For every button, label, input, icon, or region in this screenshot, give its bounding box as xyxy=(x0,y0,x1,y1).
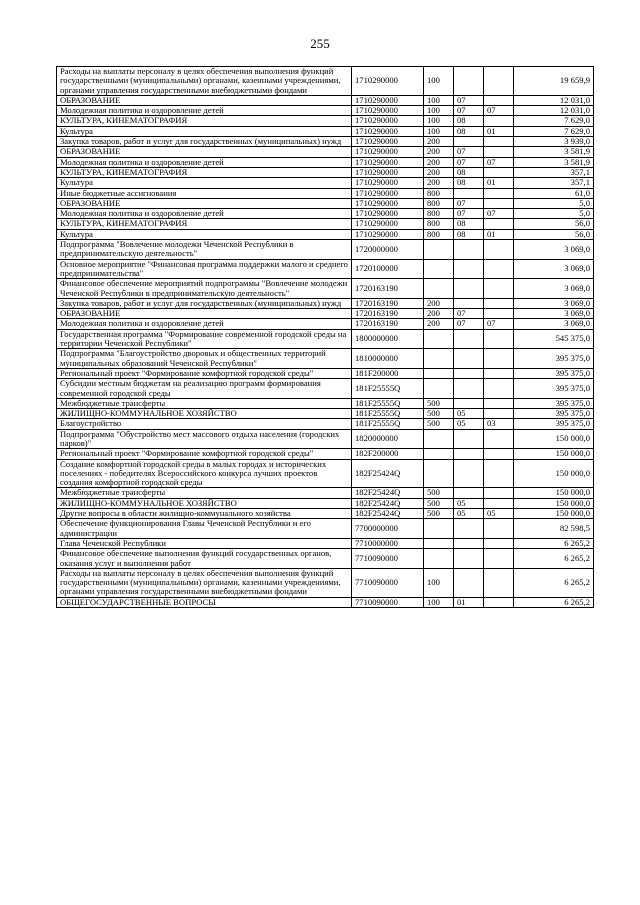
row-rz-cell: 08 xyxy=(454,219,484,229)
row-vr-cell: 100 xyxy=(424,116,454,126)
table-row xyxy=(57,157,594,167)
row-vr-cell: 500 xyxy=(424,509,454,519)
row-pr-cell xyxy=(484,368,514,378)
row-pr-cell xyxy=(484,147,514,157)
page-number: 255 xyxy=(310,36,330,51)
row-vr-cell: 200 xyxy=(424,167,454,177)
row-vr-cell: 100 xyxy=(424,568,454,597)
row-csr-cell: 1710290000 xyxy=(352,219,424,229)
row-vr-cell: 800 xyxy=(424,229,454,239)
row-vr-cell: 100 xyxy=(424,106,454,116)
row-sum-cell: 150 000,0 xyxy=(514,488,594,498)
table-row xyxy=(57,597,594,607)
table-row xyxy=(57,279,594,299)
row-csr-cell: 1720000000 xyxy=(352,240,424,260)
row-name-cell: ОБРАЗОВАНИЕ xyxy=(57,147,352,157)
table-row xyxy=(57,298,594,308)
row-name-cell: ОБРАЗОВАНИЕ xyxy=(57,309,352,319)
row-sum-cell: 6 265,2 xyxy=(514,597,594,607)
row-pr-cell xyxy=(484,498,514,508)
row-vr-cell: 100 xyxy=(424,126,454,136)
row-rz-cell xyxy=(454,449,484,459)
row-csr-cell: 1710290000 xyxy=(352,137,424,147)
row-sum-cell: 56,0 xyxy=(514,219,594,229)
row-rz-cell: 08 xyxy=(454,229,484,239)
row-name-cell: Закупка товаров, работ и услуг для государственных (муниципальных) нужд xyxy=(57,137,352,147)
row-name-cell: ОБРАЗОВАНИЕ xyxy=(57,198,352,208)
row-rz-cell: 08 xyxy=(454,126,484,136)
row-vr-cell: 500 xyxy=(424,419,454,429)
row-csr-cell: 181F25555Q xyxy=(352,409,424,419)
row-name-cell: Субсидии местным бюджетам на реализацию программ формирования современной городской среды xyxy=(57,379,352,399)
table-row xyxy=(57,219,594,229)
row-csr-cell: 1710290000 xyxy=(352,126,424,136)
row-csr-cell: 7710090000 xyxy=(352,568,424,597)
row-csr-cell: 1710290000 xyxy=(352,157,424,167)
row-rz-cell xyxy=(454,459,484,488)
row-sum-cell: 5,0 xyxy=(514,198,594,208)
row-name-cell: Молодежная политика и оздоровление детей xyxy=(57,106,352,116)
table-row xyxy=(57,329,594,349)
row-sum-cell: 150 000,0 xyxy=(514,429,594,449)
row-rz-cell xyxy=(454,240,484,260)
row-rz-cell xyxy=(454,137,484,147)
row-rz-cell: 07 xyxy=(454,147,484,157)
row-rz-cell: 05 xyxy=(454,509,484,519)
row-sum-cell: 395 375,0 xyxy=(514,398,594,408)
row-vr-cell xyxy=(424,549,454,569)
row-vr-cell: 800 xyxy=(424,188,454,198)
table-row xyxy=(57,398,594,408)
row-rz-cell: 07 xyxy=(454,106,484,116)
row-name-cell: ОБЩЕГОСУДАРСТВЕННЫЕ ВОПРОСЫ xyxy=(57,597,352,607)
row-pr-cell xyxy=(484,449,514,459)
row-csr-cell: 182F25424Q xyxy=(352,498,424,508)
row-vr-cell: 800 xyxy=(424,198,454,208)
row-pr-cell xyxy=(484,329,514,349)
row-pr-cell xyxy=(484,549,514,569)
row-name-cell: ЖИЛИЩНО-КОММУНАЛЬНОЕ ХОЗЯЙСТВО xyxy=(57,498,352,508)
row-vr-cell xyxy=(424,459,454,488)
row-csr-cell: 7710090000 xyxy=(352,549,424,569)
row-csr-cell: 1710290000 xyxy=(352,209,424,219)
row-name-cell: Подпрограмма "Обустройство мест массового отдыха населения (городских парков)" xyxy=(57,429,352,449)
row-pr-cell xyxy=(484,519,514,539)
row-sum-cell: 3 069,0 xyxy=(514,298,594,308)
row-csr-cell: 1710290000 xyxy=(352,116,424,126)
row-sum-cell: 56,0 xyxy=(514,229,594,239)
row-rz-cell: 07 xyxy=(454,319,484,329)
row-sum-cell: 7 629,0 xyxy=(514,116,594,126)
row-rz-cell xyxy=(454,188,484,198)
row-csr-cell: 1710290000 xyxy=(352,198,424,208)
row-name-cell: Благоустройство xyxy=(57,419,352,429)
table-row xyxy=(57,309,594,319)
row-rz-cell: 07 xyxy=(454,157,484,167)
row-rz-cell xyxy=(454,349,484,369)
row-vr-cell: 200 xyxy=(424,309,454,319)
row-rz-cell: 05 xyxy=(454,498,484,508)
row-vr-cell xyxy=(424,538,454,548)
row-name-cell: Культура xyxy=(57,178,352,188)
row-csr-cell: 1710290000 xyxy=(352,167,424,177)
row-pr-cell xyxy=(484,309,514,319)
row-csr-cell: 181F25555Q xyxy=(352,379,424,399)
row-pr-cell xyxy=(484,279,514,299)
row-sum-cell: 150 000,0 xyxy=(514,459,594,488)
row-sum-cell: 12 031,0 xyxy=(514,106,594,116)
row-name-cell: КУЛЬТУРА, КИНЕМАТОГРАФИЯ xyxy=(57,116,352,126)
table-row xyxy=(57,137,594,147)
table-row xyxy=(57,259,594,279)
row-csr-cell: 1710290000 xyxy=(352,106,424,116)
row-pr-cell xyxy=(484,568,514,597)
table-row xyxy=(57,198,594,208)
row-vr-cell: 200 xyxy=(424,298,454,308)
row-pr-cell xyxy=(484,167,514,177)
row-pr-cell: 01 xyxy=(484,126,514,136)
row-csr-cell: 1710290000 xyxy=(352,178,424,188)
row-name-cell: Расходы на выплаты персоналу в целях обеспечения выполнения функций государственными (муниципальными) органами, казенными учреждениями, органами управления государственными внебюджетными фондами xyxy=(57,568,352,597)
row-name-cell: Обеспечение функционирования Главы Чеченской Республики и его администрации xyxy=(57,519,352,539)
row-rz-cell: 05 xyxy=(454,409,484,419)
table-row xyxy=(57,488,594,498)
row-vr-cell xyxy=(424,329,454,349)
row-vr-cell: 500 xyxy=(424,488,454,498)
row-sum-cell: 3 581,9 xyxy=(514,157,594,167)
row-sum-cell: 3 069,0 xyxy=(514,319,594,329)
row-pr-cell xyxy=(484,298,514,308)
row-csr-cell: 1710290000 xyxy=(352,188,424,198)
table-row xyxy=(57,509,594,519)
row-csr-cell: 181F25555Q xyxy=(352,419,424,429)
row-sum-cell: 150 000,0 xyxy=(514,509,594,519)
row-sum-cell: 395 375,0 xyxy=(514,368,594,378)
row-sum-cell: 545 375,0 xyxy=(514,329,594,349)
row-sum-cell: 150 000,0 xyxy=(514,449,594,459)
row-vr-cell xyxy=(424,519,454,539)
row-pr-cell xyxy=(484,488,514,498)
row-pr-cell xyxy=(484,116,514,126)
table-row xyxy=(57,95,594,105)
table-row xyxy=(57,549,594,569)
row-csr-cell: 1820000000 xyxy=(352,429,424,449)
row-csr-cell: 181F25555Q xyxy=(352,398,424,408)
row-name-cell: Закупка товаров, работ и услуг для государственных (муниципальных) нужд xyxy=(57,298,352,308)
row-name-cell: Государственная программа "Формирование современной городской среды на территории Чеченской Республики" xyxy=(57,329,352,349)
row-rz-cell: 07 xyxy=(454,198,484,208)
table-row xyxy=(57,498,594,508)
row-vr-cell: 100 xyxy=(424,67,454,96)
table-row xyxy=(57,368,594,378)
row-sum-cell: 12 031,0 xyxy=(514,95,594,105)
row-vr-cell xyxy=(424,240,454,260)
row-rz-cell xyxy=(454,488,484,498)
row-sum-cell: 3 581,9 xyxy=(514,147,594,157)
row-name-cell: Молодежная политика и оздоровление детей xyxy=(57,157,352,167)
row-pr-cell xyxy=(484,538,514,548)
row-pr-cell xyxy=(484,398,514,408)
row-sum-cell: 6 265,2 xyxy=(514,549,594,569)
row-vr-cell: 500 xyxy=(424,409,454,419)
row-rz-cell xyxy=(454,549,484,569)
row-sum-cell: 3 069,0 xyxy=(514,309,594,319)
row-name-cell: Основное мероприятие "Финансовая программа поддержки малого и среднего предпринимательства" xyxy=(57,259,352,279)
row-vr-cell: 800 xyxy=(424,219,454,229)
row-name-cell: Межбюджетные трансферты xyxy=(57,488,352,498)
row-pr-cell xyxy=(484,240,514,260)
row-vr-cell xyxy=(424,449,454,459)
row-vr-cell xyxy=(424,259,454,279)
row-sum-cell: 357,1 xyxy=(514,167,594,177)
row-pr-cell xyxy=(484,429,514,449)
row-pr-cell xyxy=(484,409,514,419)
row-name-cell: Иные бюджетные ассигнования xyxy=(57,188,352,198)
row-name-cell: Другие вопросы в области жилищно-коммунального хозяйства xyxy=(57,509,352,519)
row-csr-cell: 1710290000 xyxy=(352,229,424,239)
row-pr-cell: 01 xyxy=(484,178,514,188)
row-pr-cell: 07 xyxy=(484,106,514,116)
row-pr-cell: 01 xyxy=(484,229,514,239)
row-csr-cell: 1710290000 xyxy=(352,147,424,157)
row-sum-cell: 395 375,0 xyxy=(514,409,594,419)
row-rz-cell xyxy=(454,368,484,378)
row-rz-cell xyxy=(454,429,484,449)
row-name-cell: КУЛЬТУРА, КИНЕМАТОГРАФИЯ xyxy=(57,219,352,229)
row-rz-cell: 05 xyxy=(454,419,484,429)
row-sum-cell: 3 069,0 xyxy=(514,259,594,279)
row-csr-cell: 182F25424Q xyxy=(352,509,424,519)
row-rz-cell xyxy=(454,379,484,399)
row-csr-cell: 1800000000 xyxy=(352,329,424,349)
row-name-cell: Глава Чеченской Республики xyxy=(57,538,352,548)
row-name-cell: Культура xyxy=(57,126,352,136)
row-rz-cell: 01 xyxy=(454,597,484,607)
row-pr-cell xyxy=(484,188,514,198)
table-row xyxy=(57,188,594,198)
row-rz-cell xyxy=(454,298,484,308)
budget-table-body xyxy=(57,67,594,608)
row-vr-cell: 200 xyxy=(424,319,454,329)
row-vr-cell xyxy=(424,368,454,378)
row-sum-cell: 5,0 xyxy=(514,209,594,219)
table-row xyxy=(57,178,594,188)
row-rz-cell xyxy=(454,568,484,597)
row-rz-cell: 07 xyxy=(454,209,484,219)
row-rz-cell xyxy=(454,538,484,548)
row-rz-cell xyxy=(454,259,484,279)
row-csr-cell: 1720163190 xyxy=(352,319,424,329)
row-csr-cell: 7710090000 xyxy=(352,597,424,607)
row-sum-cell: 3 069,0 xyxy=(514,279,594,299)
table-row xyxy=(57,147,594,157)
row-rz-cell xyxy=(454,67,484,96)
table-row xyxy=(57,116,594,126)
row-sum-cell: 150 000,0 xyxy=(514,498,594,508)
row-rz-cell xyxy=(454,329,484,349)
row-vr-cell xyxy=(424,279,454,299)
row-pr-cell xyxy=(484,349,514,369)
row-rz-cell: 08 xyxy=(454,178,484,188)
table-row xyxy=(57,209,594,219)
row-rz-cell xyxy=(454,519,484,539)
row-vr-cell: 500 xyxy=(424,498,454,508)
table-row xyxy=(57,538,594,548)
row-pr-cell xyxy=(484,379,514,399)
row-pr-cell: 05 xyxy=(484,509,514,519)
row-csr-cell: 181F200000 xyxy=(352,368,424,378)
table-row xyxy=(57,240,594,260)
row-csr-cell: 182F25424Q xyxy=(352,459,424,488)
row-name-cell: Создание комфортной городской среды в малых городах и исторических поселениях - победителях Всероссийского конкурса лучших проектов создания комфортной городской среды xyxy=(57,459,352,488)
row-sum-cell: 61,0 xyxy=(514,188,594,198)
row-vr-cell: 200 xyxy=(424,178,454,188)
row-name-cell: Молодежная политика и оздоровление детей xyxy=(57,319,352,329)
row-pr-cell xyxy=(484,198,514,208)
row-name-cell: Подпрограмма "Благоустройство дворовых и общественных территорий муниципальных образований Чеченской Республики" xyxy=(57,349,352,369)
row-rz-cell xyxy=(454,279,484,299)
row-pr-cell: 07 xyxy=(484,319,514,329)
row-sum-cell: 19 659,9 xyxy=(514,67,594,96)
row-vr-cell: 100 xyxy=(424,597,454,607)
row-csr-cell: 1710290000 xyxy=(352,95,424,105)
row-vr-cell: 200 xyxy=(424,147,454,157)
row-rz-cell: 08 xyxy=(454,167,484,177)
table-row xyxy=(57,106,594,116)
row-name-cell: Молодежная политика и оздоровление детей xyxy=(57,209,352,219)
row-csr-cell: 1720163190 xyxy=(352,279,424,299)
row-name-cell: Региональный проект "Формирование комфортной городской среды" xyxy=(57,449,352,459)
table-row xyxy=(57,167,594,177)
row-sum-cell: 7 629,0 xyxy=(514,126,594,136)
row-vr-cell xyxy=(424,429,454,449)
row-rz-cell: 07 xyxy=(454,95,484,105)
row-vr-cell: 100 xyxy=(424,95,454,105)
table-row xyxy=(57,568,594,597)
table-row xyxy=(57,126,594,136)
row-csr-cell: 182F25424Q xyxy=(352,488,424,498)
row-rz-cell: 07 xyxy=(454,309,484,319)
row-sum-cell: 6 265,2 xyxy=(514,538,594,548)
row-csr-cell: 1710290000 xyxy=(352,67,424,96)
row-vr-cell xyxy=(424,379,454,399)
budget-table xyxy=(56,66,594,608)
row-vr-cell: 200 xyxy=(424,137,454,147)
row-sum-cell: 395 375,0 xyxy=(514,349,594,369)
row-csr-cell: 7700000000 xyxy=(352,519,424,539)
row-rz-cell: 08 xyxy=(454,116,484,126)
row-rz-cell xyxy=(454,398,484,408)
table-row xyxy=(57,229,594,239)
row-name-cell: Подпрограмма "Вовлечение молодежи Чеченской Республики в предпринимательскую деятельность" xyxy=(57,240,352,260)
table-row xyxy=(57,519,594,539)
row-vr-cell: 200 xyxy=(424,157,454,167)
row-name-cell: Расходы на выплаты персоналу в целях обеспечения выполнения функций государственными (муниципальными) органами, казенными учреждениями, органами управления государственными внебюджетными фондами xyxy=(57,67,352,96)
row-name-cell: Финансовое обеспечение мероприятий подпрограммы "Вовлечение молодежи Чеченской Республики в предпринимательскую деятельность" xyxy=(57,279,352,299)
row-pr-cell xyxy=(484,597,514,607)
row-vr-cell: 500 xyxy=(424,398,454,408)
row-pr-cell xyxy=(484,67,514,96)
row-sum-cell: 6 265,2 xyxy=(514,568,594,597)
table-row xyxy=(57,449,594,459)
row-csr-cell: 7710000000 xyxy=(352,538,424,548)
row-sum-cell: 395 375,0 xyxy=(514,379,594,399)
table-row xyxy=(57,349,594,369)
row-csr-cell: 1720163190 xyxy=(352,298,424,308)
table-row xyxy=(57,419,594,429)
row-name-cell: Региональный проект "Формирование комфортной городской среды" xyxy=(57,368,352,378)
row-name-cell: КУЛЬТУРА, КИНЕМАТОГРАФИЯ xyxy=(57,167,352,177)
row-csr-cell: 1720100000 xyxy=(352,259,424,279)
row-name-cell: ЖИЛИЩНО-КОММУНАЛЬНОЕ ХОЗЯЙСТВО xyxy=(57,409,352,419)
row-sum-cell: 357,1 xyxy=(514,178,594,188)
table-row xyxy=(57,409,594,419)
table-row xyxy=(57,459,594,488)
row-pr-cell: 03 xyxy=(484,419,514,429)
table-row xyxy=(57,67,594,96)
row-name-cell: ОБРАЗОВАНИЕ xyxy=(57,95,352,105)
table-row xyxy=(57,319,594,329)
row-pr-cell xyxy=(484,219,514,229)
row-csr-cell: 1720163190 xyxy=(352,309,424,319)
table-row xyxy=(57,379,594,399)
row-csr-cell: 182F200000 xyxy=(352,449,424,459)
row-name-cell: Финансовое обеспечение выполнения функций государственных органов, оказания услуг и выполнения работ xyxy=(57,549,352,569)
row-csr-cell: 1810000000 xyxy=(352,349,424,369)
row-pr-cell: 07 xyxy=(484,157,514,167)
row-pr-cell: 07 xyxy=(484,209,514,219)
row-pr-cell xyxy=(484,95,514,105)
row-sum-cell: 82 598,5 xyxy=(514,519,594,539)
row-name-cell: Культура xyxy=(57,229,352,239)
row-pr-cell xyxy=(484,259,514,279)
table-row xyxy=(57,429,594,449)
row-vr-cell xyxy=(424,349,454,369)
row-sum-cell: 395 375,0 xyxy=(514,419,594,429)
row-pr-cell xyxy=(484,137,514,147)
row-vr-cell: 800 xyxy=(424,209,454,219)
row-sum-cell: 3 939,0 xyxy=(514,137,594,147)
row-pr-cell xyxy=(484,459,514,488)
row-name-cell: Межбюджетные трансферты xyxy=(57,398,352,408)
row-sum-cell: 3 069,0 xyxy=(514,240,594,260)
